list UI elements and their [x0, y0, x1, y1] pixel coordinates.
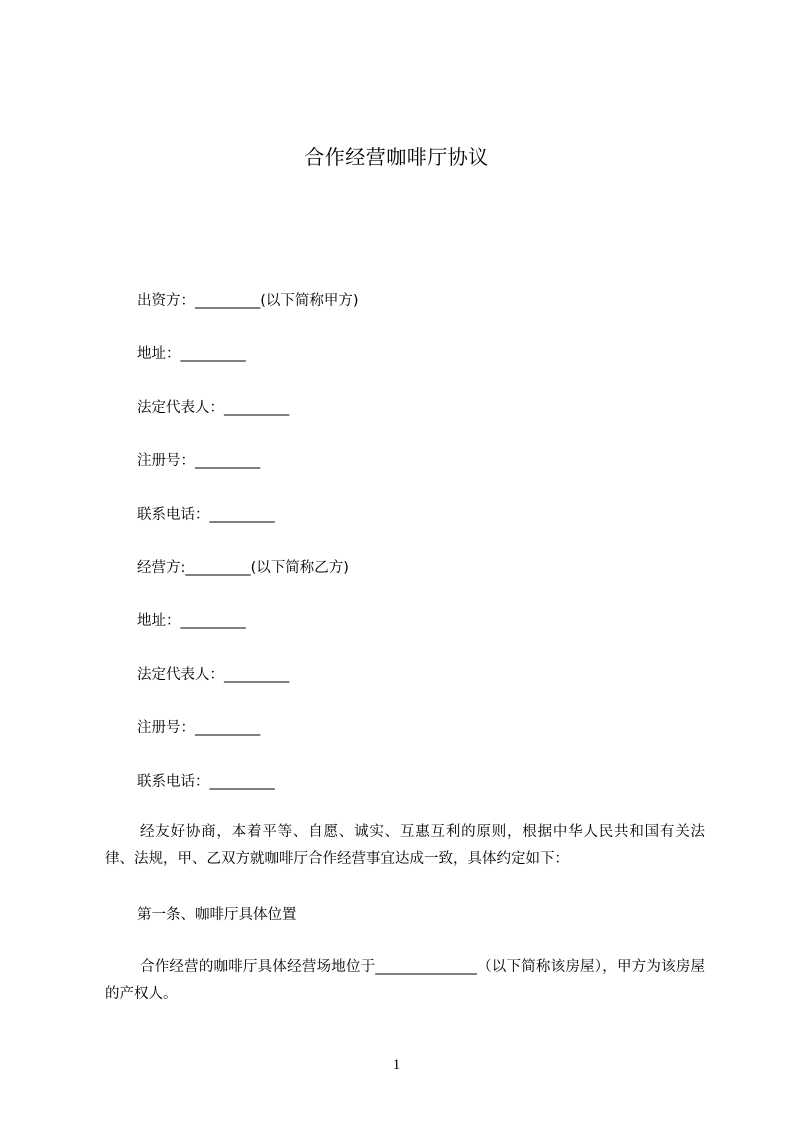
party-a-name-line: 出资方：_________(以下简称甲方): [137, 293, 359, 309]
party-a-reg-no-line: 注册号：_________: [137, 453, 261, 469]
party-a-address-line: 地址：_________: [137, 346, 246, 362]
party-b-name-line: 经营方:_________(以下简称乙方): [137, 560, 349, 576]
article-1-body: 合作经营的咖啡厅具体经营场地位于______________（以下简称该房屋），甲方为该房屋的产权人。: [105, 959, 705, 1002]
party-b-reg-no-line: 注册号：_________: [137, 720, 261, 736]
article-1-heading: 第一条、咖啡厅具体位置: [137, 907, 297, 923]
party-a-legal-rep-line: 法定代表人：_________: [137, 400, 290, 416]
intro-paragraph: 经友好协商，本着平等、自愿、诚实、互惠互利的原则，根据中华人民共和国有关法律、法规，甲、乙双方就咖啡厅合作经营事宜达成一致，具体约定如下：: [105, 824, 705, 867]
party-b-address-line: 地址：_________: [137, 613, 246, 629]
document-title: 合作经营咖啡厅协议: [304, 145, 489, 169]
party-a-phone-line: 联系电话：_________: [137, 507, 275, 523]
page-number: 1: [392, 1057, 401, 1073]
party-b-phone-line: 联系电话：_________: [137, 774, 275, 790]
party-b-legal-rep-line: 法定代表人：_________: [137, 667, 290, 683]
